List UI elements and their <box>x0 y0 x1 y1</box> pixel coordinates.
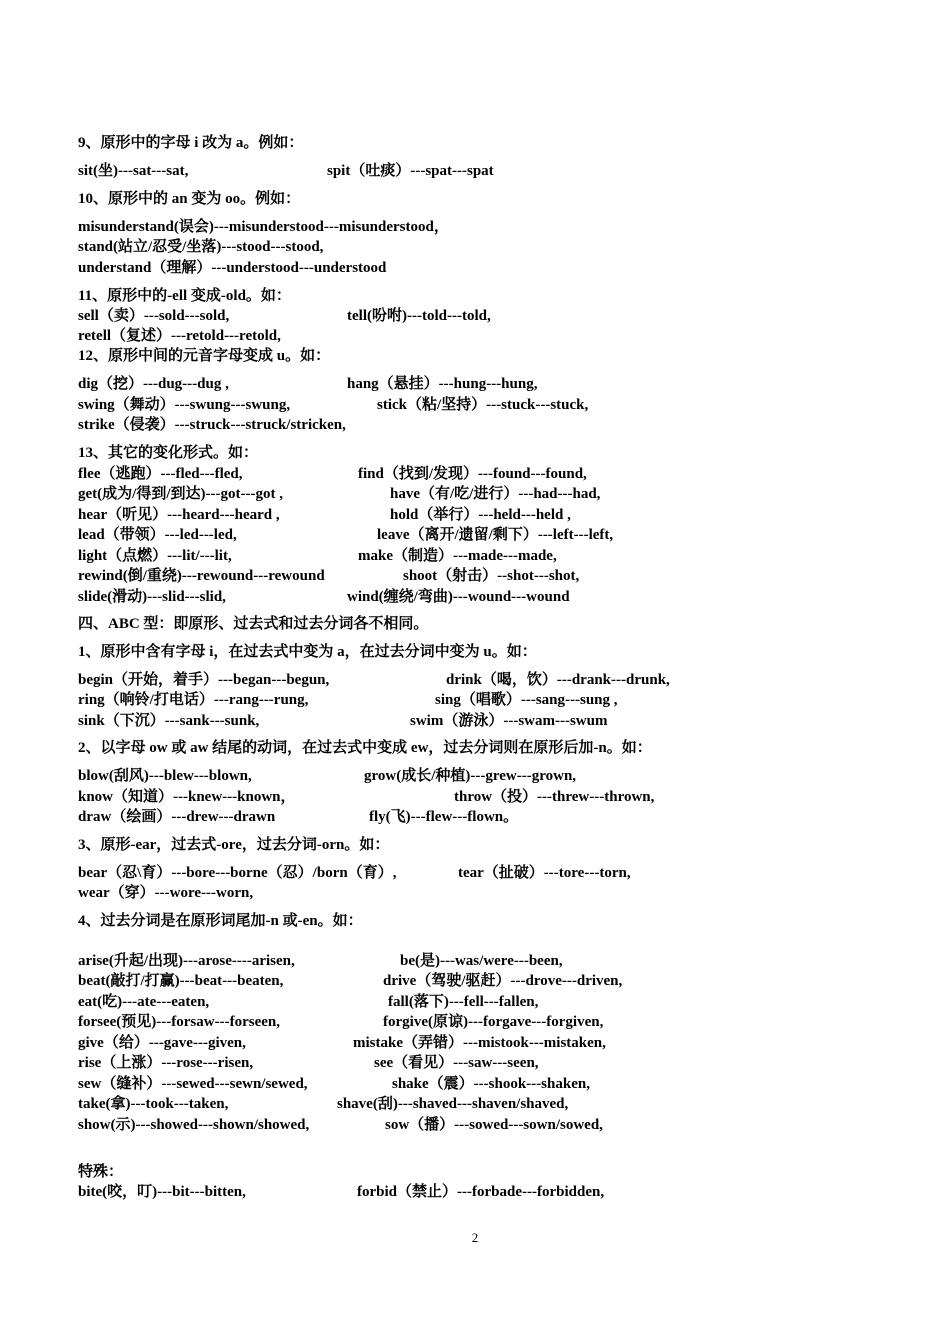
text-line-second-column: grow(成长/种植)---grew---grown, <box>364 768 577 784</box>
text-line-second-column: throw（投）---threw---thrown, <box>454 789 655 805</box>
text-line-second-column: mistake（弄错）---mistook---mistaken, <box>353 1035 606 1051</box>
text-line-second-column: fall(落下)---fell---fallen, <box>388 994 539 1010</box>
text-line: beat(敲打/打赢)---beat---beaten, <box>78 973 284 989</box>
text-line-second-column: hang（悬挂）---hung---hung, <box>347 376 538 392</box>
text-line-second-column: find（找到/发现）---found---found, <box>358 466 587 482</box>
text-line-second-column: drive（驾驶/驱赶）---drove---driven, <box>383 973 623 989</box>
text-line-second-column: fly(飞)---flew---flown。 <box>369 809 519 825</box>
text-line-second-column: stick（粘/坚持）---stuck---stuck, <box>377 397 589 413</box>
text-line: 1、原形中含有字母 i，在过去式中变为 a，在过去分词中变为 u。如： <box>78 644 537 660</box>
text-line-second-column: swim（游泳）---swam---swum <box>410 713 608 729</box>
text-line: know（知道）---knew---known， <box>78 789 296 805</box>
text-line: 3、原形-ear，过去式-ore，过去分词-orn。如： <box>78 837 390 853</box>
text-line: sell（卖）---sold---sold, <box>78 308 230 324</box>
text-line: slide(滑动)---slid---slid, <box>78 589 226 605</box>
text-line-second-column: spit（吐痰）---spat---spat <box>327 163 494 179</box>
text-line: show(示)---showed---shown/showed, <box>78 1117 310 1133</box>
text-line: 10、原形中的 an 变为 oo。例如： <box>78 191 301 207</box>
text-line-second-column: hold（举行）---held---held , <box>390 507 571 523</box>
text-line: misunderstand(误会)---misunderstood---misunderstood， <box>78 219 449 235</box>
text-line: rewind(倒/重绕)---rewound---rewound <box>78 568 325 584</box>
text-line: sew（缝补）---sewed---sewn/sewed, <box>78 1076 308 1092</box>
text-line-second-column: forgive(原谅)---forgave---forgiven, <box>383 1014 604 1030</box>
text-line: blow(刮风)---blew---blown, <box>78 768 252 784</box>
text-line-second-column: be(是)---was/were---been, <box>400 953 563 969</box>
text-line: give（给）---gave---given, <box>78 1035 246 1051</box>
page-number: 2 <box>471 1230 479 1245</box>
text-line: 四、ABC 型：即原形、过去式和过去分词各不相同。 <box>78 616 429 632</box>
text-line: dig（挖）---dug---dug , <box>78 376 229 392</box>
text-line: bear（忍\育）---bore---borne（忍）/born（育）, <box>78 865 397 881</box>
text-line-second-column: make（制造）---made---made, <box>358 548 557 564</box>
text-line-second-column: have（有/吃/进行）---had---had, <box>390 486 601 502</box>
text-line: stand(站立/忍受/坐落)---stood---stood, <box>78 239 324 255</box>
text-line: bite(咬，叮)---bit---bitten, <box>78 1184 246 1200</box>
text-line: 特殊： <box>78 1164 124 1180</box>
text-line: 13、其它的变化形式。如： <box>78 445 259 461</box>
text-line-second-column: tell(吩咐)---told---told, <box>347 308 491 324</box>
text-line: rise（上涨）---rose---risen, <box>78 1055 254 1071</box>
text-line: 4、过去分词是在原形词尾加-n 或-en。如： <box>78 913 363 929</box>
text-line: sink（下沉）---sank---sunk, <box>78 713 260 729</box>
text-line: 11、原形中的-ell 变成-old。如： <box>78 288 291 304</box>
text-line: forsee(预见)---forsaw---forseen, <box>78 1014 280 1030</box>
text-line-second-column: sing（唱歌）---sang---sung , <box>435 692 618 708</box>
text-line: hear（听见）---heard---heard , <box>78 507 280 523</box>
text-line: wear（穿）---wore---worn, <box>78 885 254 901</box>
text-line: sit(坐)---sat---sat, <box>78 163 189 179</box>
text-line-second-column: shake（震）---shook---shaken, <box>392 1076 590 1092</box>
text-line-second-column: shave(刮)---shaved---shaven/shaved, <box>337 1096 569 1112</box>
text-line: 2、以字母 ow 或 aw 结尾的动词，在过去式中变成 ew，过去分词则在原形后加-n。如： <box>78 740 652 756</box>
text-line-second-column: forbid（禁止）---forbade---forbidden, <box>357 1184 605 1200</box>
text-line: begin（开始，着手）---began---begun, <box>78 672 330 688</box>
text-line: 9、原形中的字母 i 改为 a。例如： <box>78 135 304 151</box>
text-line-second-column: tear（扯破）---tore---torn, <box>458 865 631 881</box>
text-line-second-column: drink（喝，饮）---drank---drunk, <box>446 672 670 688</box>
text-line: draw（绘画）---drew---drawn <box>78 809 276 825</box>
text-line: eat(吃)---ate---eaten, <box>78 994 210 1010</box>
text-line: flee（逃跑）---fled---fled, <box>78 466 243 482</box>
text-line: arise(升起/出现)---arose----arisen, <box>78 953 295 969</box>
text-line: light（点燃）---lit/---lit, <box>78 548 232 564</box>
text-line: get(成为/得到/到达)---got---got , <box>78 486 283 502</box>
text-line-second-column: wind(缠绕/弯曲)---wound---wound <box>347 589 570 605</box>
text-line-second-column: shoot（射击）--shot---shot, <box>403 568 580 584</box>
text-line: strike（侵袭）---struck---struck/stricken, <box>78 417 346 433</box>
text-line: swing（舞动）---swung---swung, <box>78 397 291 413</box>
text-line: lead（带领）---led---led, <box>78 527 237 543</box>
text-line: retell（复述）---retold---retold, <box>78 328 281 344</box>
text-line: understand（理解）---understood---understood <box>78 260 387 276</box>
text-line-second-column: leave（离开/遗留/剩下）---left---left, <box>377 527 614 543</box>
text-line: ring（响铃/打电话）---rang---rung, <box>78 692 309 708</box>
text-line: take(拿)---took---taken, <box>78 1096 229 1112</box>
text-line: 12、原形中间的元音字母变成 u。如： <box>78 348 331 364</box>
text-line-second-column: sow（播）---sowed---sown/sowed, <box>385 1117 603 1133</box>
text-line-second-column: see（看见）---saw---seen, <box>374 1055 539 1071</box>
